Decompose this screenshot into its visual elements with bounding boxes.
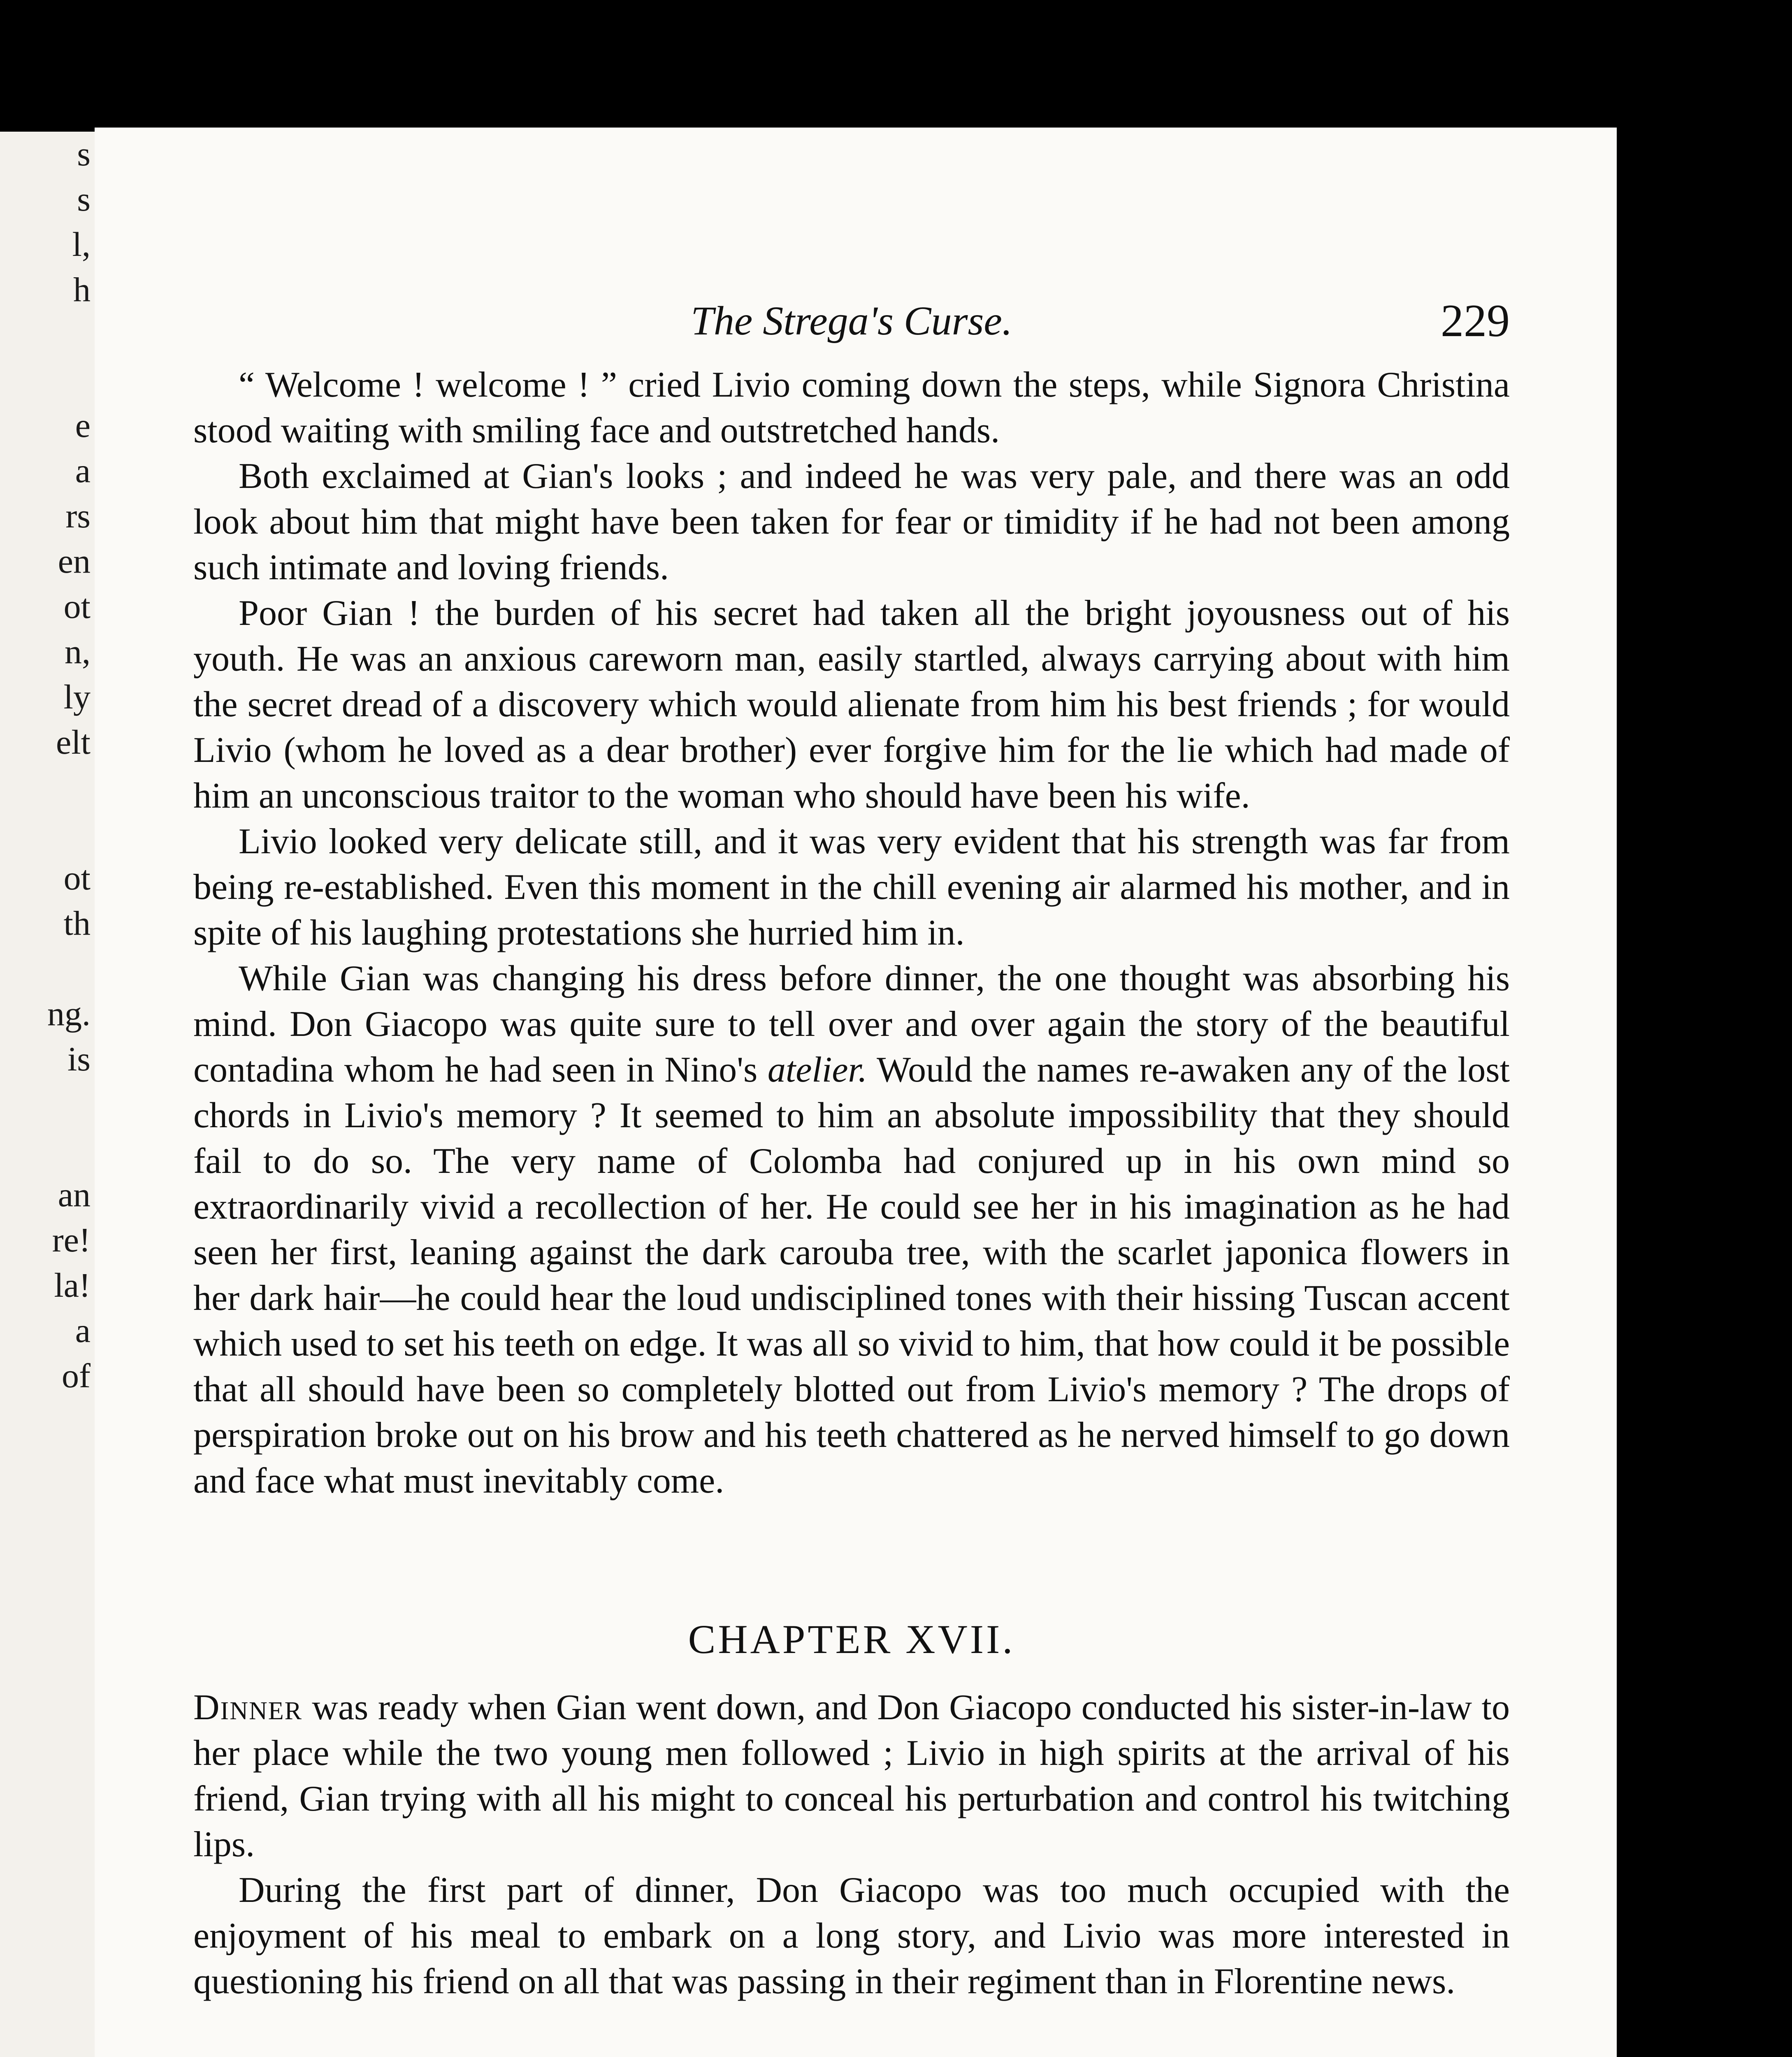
fragment-line: ly — [63, 678, 91, 716]
paragraph: Poor Gian ! the burden of his secret had taken all the bright joyousness out of his youth. He was an anxious careworn man, easily startled, always carrying about with him the secret dread of a discovery which would alienate from him his best friends ; for would Livio (whom he loved as a dear brother) ever forgive him for the lie which had made of him an unconscious traitor to the woman who should have been his wife. — [193, 593, 1510, 816]
fragment-line: rs — [65, 497, 91, 535]
paragraph — [193, 956, 1510, 1504]
italic-word: atelier. — [767, 1050, 867, 1090]
fragment-line: ng. — [47, 995, 91, 1033]
book-page — [95, 128, 1617, 2057]
paragraph: During the first part of dinner, Don Giacopo was too much occupied with the enjoyment of his meal to embark on a long story, and Livio was more interested in questioning his friend on all that was passing in their regiment than in Florentine news. — [193, 1870, 1510, 2001]
fragment-line — [0, 1127, 91, 1172]
page-number: 229 — [1441, 295, 1510, 346]
paragraph-text: Would the names re-awaken any of the lost chords in Livio's memory ? It seemed to him an absolute impossibility that they should fail to do so. The very name of Colomba had conjured up in his own mind so extraordinarily vivid a recollection of her. He could see her in his imagination as he had seen her first, leaning against the dark carouba tree, with the scarlet japonica flowers in her dark hair—he could hear the loud undisciplined tones with their hissing Tuscan accent which used to set his teeth on edge. It was all so vivid to him, that how could it be possible that all should have been so completely blotted out from Livio's memory ? The drops of perspiration broke out on his brow and his teeth chattered as he nerved himself to go down and face what must inevitably come. — [193, 1050, 1510, 1501]
fragment-line: s — [77, 180, 91, 218]
fragment-line: elt — [56, 723, 91, 762]
fragment-line: an — [58, 1176, 91, 1214]
paragraph: Livio looked very delicate still, and it was very evident that his strength was far from being re-established. Even this moment in the chill evening air alarmed his mother, and in spite of his laughing protestations she hurried him in. — [193, 822, 1510, 953]
left-page-line-fragments — [0, 132, 91, 1399]
fragment-line — [0, 810, 91, 856]
fragment-line: a — [75, 452, 91, 490]
fragment-line: ot — [63, 859, 91, 897]
page-body — [193, 280, 1510, 2004]
fragment-line: is — [67, 1040, 91, 1078]
paragraph: Both exclaimed at Gian's looks ; and indeed he was very pale, and there was an odd look about him that might have been taken for fear or timidity if he had not been among such intimate and loving friends. — [193, 456, 1510, 587]
fragment-line: en — [58, 542, 91, 580]
fragment-line — [0, 358, 91, 403]
fragment-line: e — [75, 406, 91, 445]
fragment-line: la! — [54, 1266, 91, 1305]
fragment-line — [0, 1082, 91, 1127]
fragment-line: l, — [72, 225, 91, 264]
adjacent-left-page — [0, 132, 106, 2057]
paragraph-text: While Gian was changing his dress before dinner, the one thought was absorbing his mind. Don Giacopo was quite sure to tell over and over again the story of the beautiful contadina whom he had seen in Nino's — [193, 959, 1510, 1090]
fragment-line — [0, 765, 91, 810]
drop-word: Dinner — [193, 1688, 302, 1727]
running-head-title: The Strega's Curse. — [691, 298, 1012, 344]
chapter-heading: CHAPTER XVII. — [688, 1616, 1015, 1662]
fragment-line: ot — [63, 587, 91, 626]
fragment-line: th — [63, 904, 91, 943]
paragraph-text: was ready when Gian went down, and Don Giacopo conducted his sister-in-law to her place while the two young men followed ; Livio in high spirits at the arrival of his friend, Gian trying with all his might to conceal his perturbation and control his twitching lips. — [193, 1688, 1510, 1864]
fragment-line: of — [62, 1357, 91, 1395]
fragment-line — [0, 313, 91, 358]
fragment-line — [0, 946, 91, 991]
fragment-line: re! — [52, 1221, 91, 1259]
fragment-line: n, — [65, 633, 91, 671]
fragment-line: h — [73, 271, 91, 309]
fragment-line: s — [77, 135, 91, 173]
chapter-section — [193, 1685, 1510, 2004]
paragraph: “ Welcome ! welcome ! ” cried Livio coming down the steps, while Signora Christina stood waiting with smiling face and outstretched hands. — [193, 365, 1510, 450]
chapter-opening-paragraph — [193, 1685, 1510, 1867]
fragment-line: a — [75, 1312, 91, 1350]
running-head — [193, 280, 1510, 362]
